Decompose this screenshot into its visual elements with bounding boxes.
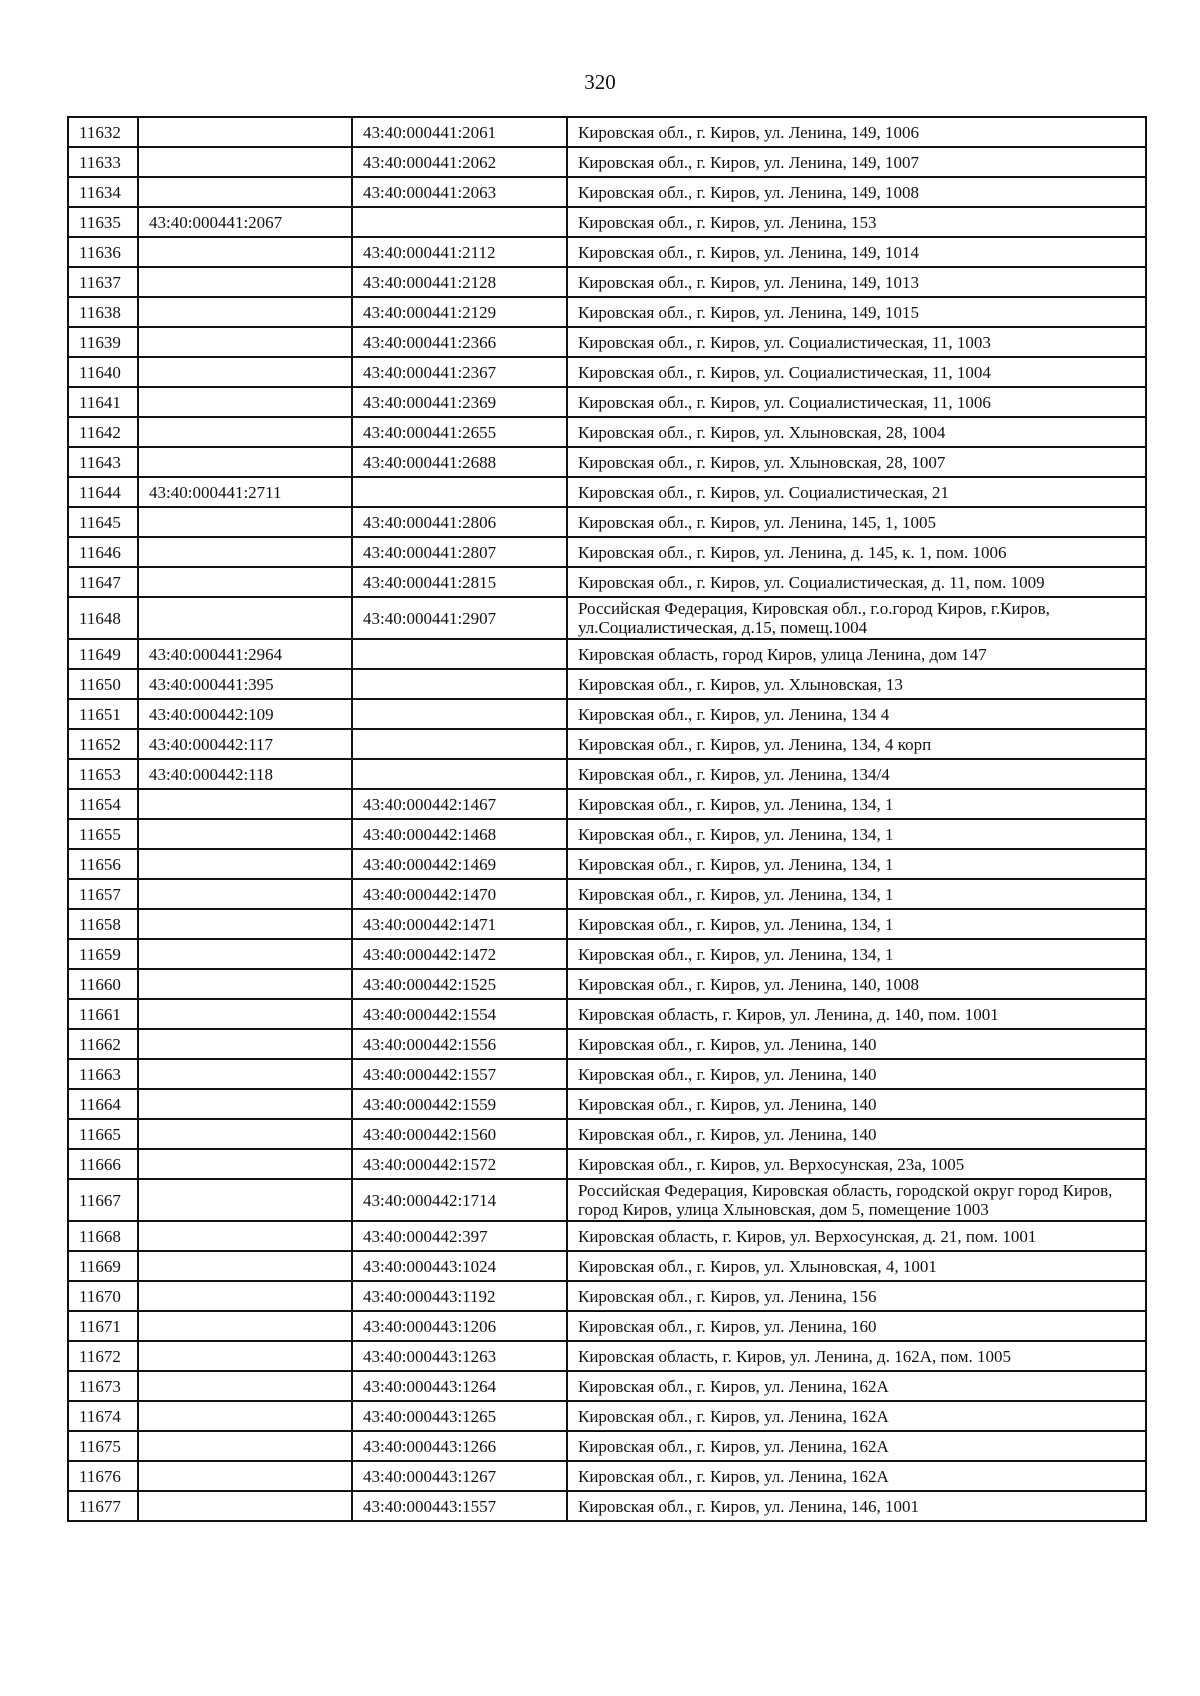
cell-building-cadastral-number [352,759,567,789]
cell-land-cadastral-number [138,1089,352,1119]
cell-number: 11635 [68,207,138,237]
table-row [68,1059,1146,1089]
cell-building-cadastral-number: 43:40:000442:1470 [352,879,567,909]
table-row [68,819,1146,849]
cell-number: 11652 [68,729,138,759]
cell-number: 11663 [68,1059,138,1089]
cell-land-cadastral-number [138,1461,352,1491]
cell-building-cadastral-number [352,207,567,237]
cell-address: Кировская обл., г. Киров, ул. Ленина, 134, 1 [567,939,1146,969]
cell-address: Кировская обл., г. Киров, ул. Ленина, 149, 1014 [567,237,1146,267]
cell-number: 11671 [68,1311,138,1341]
cell-address: Кировская обл., г. Киров, ул. Социалистическая, 11, 1003 [567,327,1146,357]
cell-land-cadastral-number [138,177,352,207]
table-row [68,1371,1146,1401]
cell-address: Кировская обл., г. Киров, ул. Социалистическая, 11, 1004 [567,357,1146,387]
cell-number: 11637 [68,267,138,297]
table-row [68,297,1146,327]
cell-address: Кировская обл., г. Киров, ул. Ленина, 134, 4 корп [567,729,1146,759]
table-row [68,849,1146,879]
cell-land-cadastral-number [138,1179,352,1221]
cell-number: 11642 [68,417,138,447]
cell-land-cadastral-number: 43:40:000441:2067 [138,207,352,237]
cell-land-cadastral-number [138,849,352,879]
cell-address: Кировская обл., г. Киров, ул. Ленина, д. 145, к. 1, пом. 1006 [567,537,1146,567]
cell-address: Кировская обл., г. Киров, ул. Ленина, 140 [567,1089,1146,1119]
cell-land-cadastral-number [138,879,352,909]
cell-building-cadastral-number: 43:40:000443:1557 [352,1491,567,1521]
cell-address: Кировская обл., г. Киров, ул. Ленина, 162А [567,1371,1146,1401]
cell-building-cadastral-number [352,477,567,507]
cell-number: 11658 [68,909,138,939]
cell-building-cadastral-number: 43:40:000443:1263 [352,1341,567,1371]
cell-address: Кировская обл., г. Киров, ул. Ленина, 134, 1 [567,849,1146,879]
cell-land-cadastral-number [138,237,352,267]
table-row [68,699,1146,729]
cell-number: 11647 [68,567,138,597]
cell-address: Российская Федерация, Кировская область, городской округ город Киров, город Киров, улица Хлыновская, дом 5, помещение 1003 [567,1179,1146,1221]
cell-number: 11659 [68,939,138,969]
table-row [68,909,1146,939]
cell-building-cadastral-number: 43:40:000441:2062 [352,147,567,177]
cell-number: 11639 [68,327,138,357]
table-row [68,597,1146,639]
table-row [68,1179,1146,1221]
table-row [68,417,1146,447]
cell-land-cadastral-number [138,1029,352,1059]
cell-building-cadastral-number: 43:40:000443:1024 [352,1251,567,1281]
cell-land-cadastral-number [138,999,352,1029]
table-row [68,1251,1146,1281]
cell-address: Кировская обл., г. Киров, ул. Хлыновская, 28, 1004 [567,417,1146,447]
cell-number: 11661 [68,999,138,1029]
cell-land-cadastral-number [138,1311,352,1341]
table-row [68,669,1146,699]
table-row [68,177,1146,207]
cell-number: 11638 [68,297,138,327]
cell-address: Кировская обл., г. Киров, ул. Ленина, 145, 1, 1005 [567,507,1146,537]
cell-number: 11645 [68,507,138,537]
table-row [68,1281,1146,1311]
cell-land-cadastral-number [138,117,352,147]
cell-address: Кировская обл., г. Киров, ул. Социалистическая, 21 [567,477,1146,507]
cell-land-cadastral-number: 43:40:000442:117 [138,729,352,759]
cell-address: Кировская обл., г. Киров, ул. Хлыновская, 13 [567,669,1146,699]
cell-building-cadastral-number: 43:40:000442:1468 [352,819,567,849]
registry-table-body [68,117,1146,1521]
cell-address: Кировская обл., г. Киров, ул. Ленина, 149, 1007 [567,147,1146,177]
cell-land-cadastral-number: 43:40:000441:2711 [138,477,352,507]
table-row [68,387,1146,417]
cell-number: 11674 [68,1401,138,1431]
cell-address: Кировская обл., г. Киров, ул. Ленина, 162А [567,1461,1146,1491]
cell-land-cadastral-number: 43:40:000441:395 [138,669,352,699]
cell-address: Кировская обл., г. Киров, ул. Хлыновская, 28, 1007 [567,447,1146,477]
cell-land-cadastral-number [138,939,352,969]
cell-land-cadastral-number [138,789,352,819]
cell-number: 11660 [68,969,138,999]
cell-building-cadastral-number: 43:40:000442:397 [352,1221,567,1251]
cell-land-cadastral-number [138,1119,352,1149]
cell-land-cadastral-number [138,327,352,357]
table-row [68,507,1146,537]
cell-building-cadastral-number: 43:40:000442:1525 [352,969,567,999]
cell-land-cadastral-number [138,1059,352,1089]
table-row [68,537,1146,567]
cell-number: 11649 [68,639,138,669]
cell-number: 11655 [68,819,138,849]
cell-number: 11662 [68,1029,138,1059]
cell-land-cadastral-number [138,597,352,639]
cell-land-cadastral-number [138,507,352,537]
cell-number: 11665 [68,1119,138,1149]
cell-number: 11643 [68,447,138,477]
cell-building-cadastral-number: 43:40:000442:1471 [352,909,567,939]
cell-number: 11666 [68,1149,138,1179]
cell-building-cadastral-number: 43:40:000442:1472 [352,939,567,969]
table-row [68,477,1146,507]
table-row [68,939,1146,969]
cell-number: 11670 [68,1281,138,1311]
cell-land-cadastral-number [138,357,352,387]
cell-building-cadastral-number: 43:40:000441:2655 [352,417,567,447]
table-row [68,327,1146,357]
cell-number: 11648 [68,597,138,639]
cell-number: 11633 [68,147,138,177]
cell-number: 11677 [68,1491,138,1521]
cell-land-cadastral-number: 43:40:000442:109 [138,699,352,729]
cell-address: Кировская обл., г. Киров, ул. Социалистическая, д. 11, пом. 1009 [567,567,1146,597]
cell-land-cadastral-number [138,1221,352,1251]
cell-address: Кировская обл., г. Киров, ул. Верхосунская, 23а, 1005 [567,1149,1146,1179]
page-number: 320 [584,70,616,94]
cell-address: Кировская обл., г. Киров, ул. Ленина, 146, 1001 [567,1491,1146,1521]
cell-address: Кировская область, г. Киров, ул. Ленина, д. 140, пом. 1001 [567,999,1146,1029]
cell-address: Кировская обл., г. Киров, ул. Ленина, 134, 1 [567,909,1146,939]
table-row [68,1119,1146,1149]
table-row [68,567,1146,597]
cell-land-cadastral-number [138,1401,352,1431]
cell-address: Кировская обл., г. Киров, ул. Социалистическая, 11, 1006 [567,387,1146,417]
cell-building-cadastral-number: 43:40:000442:1560 [352,1119,567,1149]
table-row [68,639,1146,669]
cell-building-cadastral-number: 43:40:000443:1192 [352,1281,567,1311]
cell-building-cadastral-number: 43:40:000442:1554 [352,999,567,1029]
table-row [68,999,1146,1029]
cell-number: 11644 [68,477,138,507]
cell-building-cadastral-number [352,699,567,729]
cell-address: Кировская обл., г. Киров, ул. Ленина, 134, 1 [567,879,1146,909]
cell-number: 11636 [68,237,138,267]
cell-address: Кировская обл., г. Киров, ул. Ленина, 149, 1013 [567,267,1146,297]
cell-land-cadastral-number [138,1371,352,1401]
registry-table [67,116,1147,1522]
cell-number: 11664 [68,1089,138,1119]
cell-number: 11634 [68,177,138,207]
cell-address: Кировская обл., г. Киров, ул. Ленина, 149, 1008 [567,177,1146,207]
table-row [68,1461,1146,1491]
cell-number: 11632 [68,117,138,147]
cell-land-cadastral-number [138,1431,352,1461]
cell-number: 11669 [68,1251,138,1281]
cell-building-cadastral-number: 43:40:000441:2815 [352,567,567,597]
table-row [68,789,1146,819]
table-row [68,1311,1146,1341]
cell-address: Кировская обл., г. Киров, ул. Ленина, 160 [567,1311,1146,1341]
cell-number: 11640 [68,357,138,387]
table-row [68,759,1146,789]
cell-number: 11641 [68,387,138,417]
table-row [68,1149,1146,1179]
cell-number: 11656 [68,849,138,879]
table-row [68,879,1146,909]
cell-land-cadastral-number [138,387,352,417]
cell-building-cadastral-number: 43:40:000441:2907 [352,597,567,639]
cell-number: 11673 [68,1371,138,1401]
cell-building-cadastral-number: 43:40:000441:2112 [352,237,567,267]
cell-building-cadastral-number [352,729,567,759]
cell-number: 11653 [68,759,138,789]
cell-number: 11675 [68,1431,138,1461]
table-row [68,729,1146,759]
cell-number: 11651 [68,699,138,729]
table-row [68,1089,1146,1119]
cell-address: Кировская обл., г. Киров, ул. Ленина, 134, 1 [567,789,1146,819]
cell-building-cadastral-number [352,639,567,669]
cell-address: Кировская обл., г. Киров, ул. Ленина, 140 [567,1059,1146,1089]
cell-land-cadastral-number [138,1281,352,1311]
cell-land-cadastral-number [138,909,352,939]
cell-land-cadastral-number [138,447,352,477]
table-row [68,1029,1146,1059]
cell-land-cadastral-number: 43:40:000441:2964 [138,639,352,669]
cell-address: Кировская обл., г. Киров, ул. Ленина, 156 [567,1281,1146,1311]
cell-building-cadastral-number: 43:40:000441:2128 [352,267,567,297]
cell-address: Кировская обл., г. Киров, ул. Ленина, 162А [567,1401,1146,1431]
cell-building-cadastral-number: 43:40:000441:2688 [352,447,567,477]
cell-land-cadastral-number [138,1251,352,1281]
cell-land-cadastral-number [138,537,352,567]
cell-number: 11668 [68,1221,138,1251]
table-row [68,447,1146,477]
cell-building-cadastral-number: 43:40:000442:1559 [352,1089,567,1119]
table-row [68,1221,1146,1251]
table-row [68,147,1146,177]
cell-address: Кировская область, город Киров, улица Ленина, дом 147 [567,639,1146,669]
cell-building-cadastral-number: 43:40:000443:1266 [352,1431,567,1461]
cell-building-cadastral-number: 43:40:000442:1714 [352,1179,567,1221]
cell-land-cadastral-number [138,267,352,297]
cell-address: Кировская обл., г. Киров, ул. Хлыновская, 4, 1001 [567,1251,1146,1281]
cell-address: Кировская обл., г. Киров, ул. Ленина, 134/4 [567,759,1146,789]
cell-building-cadastral-number [352,669,567,699]
table-row [68,357,1146,387]
cell-building-cadastral-number: 43:40:000442:1467 [352,789,567,819]
cell-land-cadastral-number: 43:40:000442:118 [138,759,352,789]
cell-building-cadastral-number: 43:40:000441:2367 [352,357,567,387]
table-row [68,1341,1146,1371]
cell-land-cadastral-number [138,1341,352,1371]
cell-land-cadastral-number [138,147,352,177]
cell-land-cadastral-number [138,567,352,597]
cell-address: Кировская обл., г. Киров, ул. Ленина, 140, 1008 [567,969,1146,999]
table-row [68,117,1146,147]
cell-building-cadastral-number: 43:40:000442:1469 [352,849,567,879]
cell-address: Кировская обл., г. Киров, ул. Ленина, 149, 1006 [567,117,1146,147]
cell-building-cadastral-number: 43:40:000441:2807 [352,537,567,567]
cell-number: 11676 [68,1461,138,1491]
cell-building-cadastral-number: 43:40:000443:1264 [352,1371,567,1401]
cell-land-cadastral-number [138,297,352,327]
cell-land-cadastral-number [138,417,352,447]
cell-building-cadastral-number: 43:40:000443:1267 [352,1461,567,1491]
cell-building-cadastral-number: 43:40:000441:2366 [352,327,567,357]
cell-building-cadastral-number: 43:40:000442:1572 [352,1149,567,1179]
cell-address: Кировская обл., г. Киров, ул. Ленина, 140 [567,1119,1146,1149]
cell-address: Кировская обл., г. Киров, ул. Ленина, 162А [567,1431,1146,1461]
cell-building-cadastral-number: 43:40:000442:1556 [352,1029,567,1059]
cell-number: 11650 [68,669,138,699]
table-row [68,1491,1146,1521]
cell-land-cadastral-number [138,1149,352,1179]
cell-number: 11672 [68,1341,138,1371]
cell-number: 11646 [68,537,138,567]
table-row [68,237,1146,267]
cell-number: 11667 [68,1179,138,1221]
cell-address: Кировская обл., г. Киров, ул. Ленина, 134, 1 [567,819,1146,849]
cell-building-cadastral-number: 43:40:000441:2369 [352,387,567,417]
cell-land-cadastral-number [138,819,352,849]
cell-building-cadastral-number: 43:40:000441:2061 [352,117,567,147]
cell-building-cadastral-number: 43:40:000441:2063 [352,177,567,207]
cell-land-cadastral-number [138,1491,352,1521]
cell-number: 11654 [68,789,138,819]
cell-address: Кировская обл., г. Киров, ул. Ленина, 149, 1015 [567,297,1146,327]
cell-address: Российская Федерация, Кировская обл., г.о.город Киров, г.Киров, ул.Социалистическая, д.15, помещ.1004 [567,597,1146,639]
cell-number: 11657 [68,879,138,909]
cell-building-cadastral-number: 43:40:000443:1206 [352,1311,567,1341]
table-row [68,1401,1146,1431]
cell-address: Кировская обл., г. Киров, ул. Ленина, 134 4 [567,699,1146,729]
cell-building-cadastral-number: 43:40:000441:2129 [352,297,567,327]
cell-land-cadastral-number [138,969,352,999]
cell-building-cadastral-number: 43:40:000442:1557 [352,1059,567,1089]
table-row [68,207,1146,237]
cell-address: Кировская обл., г. Киров, ул. Ленина, 153 [567,207,1146,237]
cell-address: Кировская область, г. Киров, ул. Верхосунская, д. 21, пом. 1001 [567,1221,1146,1251]
table-row [68,267,1146,297]
cell-address: Кировская область, г. Киров, ул. Ленина, д. 162А, пом. 1005 [567,1341,1146,1371]
cell-address: Кировская обл., г. Киров, ул. Ленина, 140 [567,1029,1146,1059]
cell-building-cadastral-number: 43:40:000441:2806 [352,507,567,537]
table-row [68,1431,1146,1461]
table-row [68,969,1146,999]
cell-building-cadastral-number: 43:40:000443:1265 [352,1401,567,1431]
